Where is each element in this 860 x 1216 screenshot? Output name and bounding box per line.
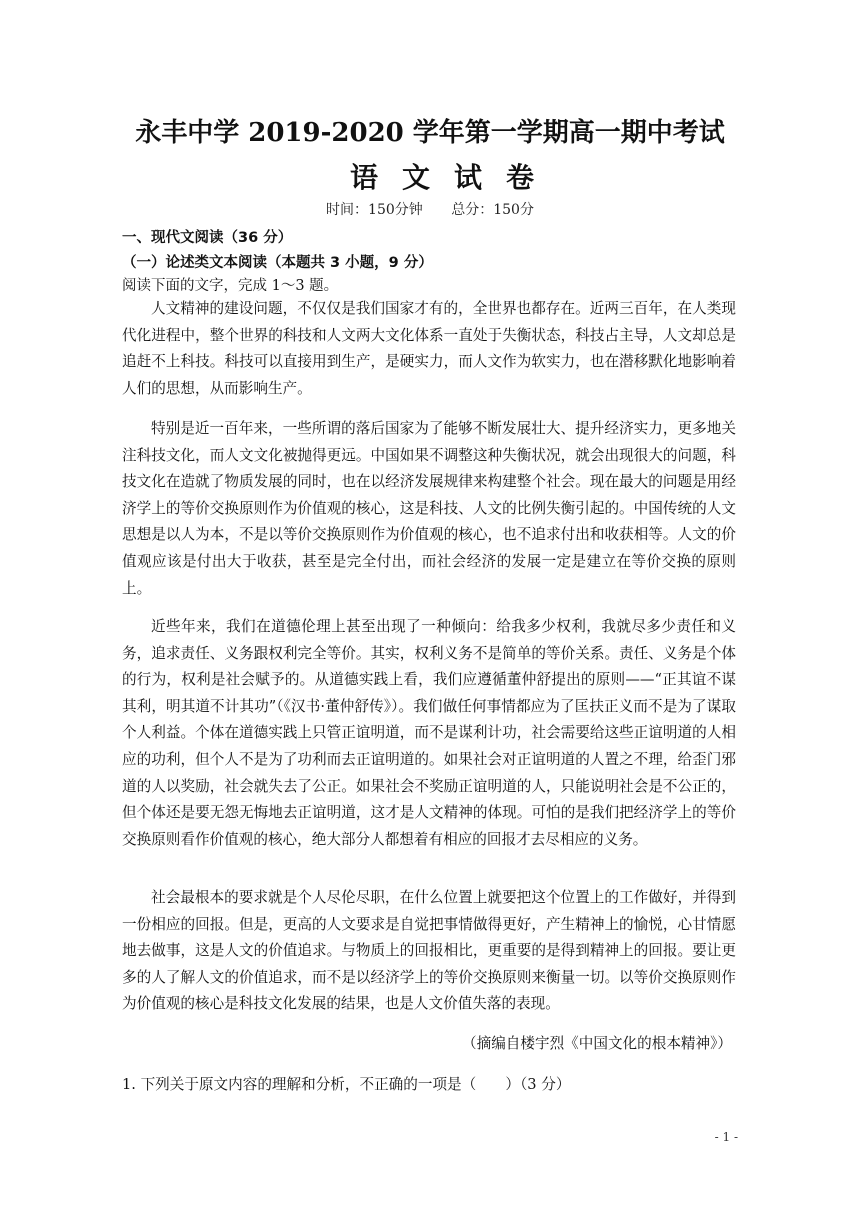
exam-total-score: 总分：150分 xyxy=(451,202,534,218)
exam-time: 时间：150分钟 xyxy=(326,202,423,218)
subsection-heading: （一）论述类文本阅读（本题共 3 小题，9 分） xyxy=(122,255,433,271)
passage-paragraph-4: 社会最根本的要求就是个人尽伦尽职，在什么位置上就要把这个位置上的工作做好，并得到一份相应的回报。但是，更高的人文要求是自觉把事情做得更好，产生精神上的愉悦，心甘情愿地去做事，这是人文的价值追求。与物质上的回报相比，更重要的是得到精神上的回报。要让更多的人了解人文的价值追求，而不是以经济学上的等价交换原则来衡量一切。以等价交换原则作为价值观的核心是科技文化发展的结果，也是人文价值失落的表现。 xyxy=(122,889,736,1013)
passage-paragraph-3: 近些年来，我们在道德伦理上甚至出现了一种倾向：给我多少权利，我就尽多少责任和义务，追求责任、义务跟权利完全等价。其实，权利义务不是简单的等价关系。责任、义务是个体的行为，权利是社会赋予的。从道德实践上看，我们应遵循董仲舒提出的原则——“正其谊不谋其利，明其道不计其功”（《汉书·董仲舒传》）。我们做任何事情都应为了匡扶正义而不是为了谋取个人利益。个体在道德实践上只管正谊明道，而不是谋利计功，社会需要给这些正谊明道的人相应的功利，但个人不是为了功利而去正谊明道的。如果社会对正谊明道的人置之不理，给歪门邪道的人以奖励，社会就失去了公正。如果社会不奖励正谊明道的人，只能说明社会是不公正的，但个体还是要无怨无悔地去正谊明道，这才是人文精神的体现。可怕的是我们把经济学上的等价交换原则看作价值观的核心，绝大部分人都想着有相应的回报才去尽相应的义务。 xyxy=(122,618,736,848)
exam-meta xyxy=(0,199,860,219)
passage-paragraph-2: 特别是近一百年来，一些所谓的落后国家为了能够不断发展壮大、提升经济实力，更多地关注科技文化，而人文文化被抛得更远。中国如果不调整这种失衡状况，就会出现很大的问题，科技文化在造就了物质发展的同时，也在以经济发展规律来构建整个社会。现在最大的问题是用经济学上的等价交换原则作为价值观的核心，这是科技、人文的比例失衡引起的。中国传统的人文思想是以人为本，不是以等价交换原则作为价值观的核心，也不追求付出和收获相等。人文的价值观应该是付出大于收获，甚至是完全付出，而社会经济的发展一定是建立在等价交换的原则上。 xyxy=(122,420,736,597)
exam-subtitle: 语文试卷 xyxy=(349,161,558,194)
passage-paragraph-1: 人文精神的建设问题，不仅仅是我们国家才有的，全世界也都存在。近两三百年，在人类现代化进程中，整个世界的科技和人文两大文化体系一直处于失衡状态，科技占主导，人文却总是追赶不上科技。科技可以直接用到生产，是硬实力，而人文作为软实力，也在潜移默化地影响着人们的思想，从而影响生产。 xyxy=(122,300,736,397)
section-heading: 一、现代文阅读（36 分） xyxy=(122,230,293,246)
question-1: 1. 下列关于原文内容的理解和分析，不正确的一项是（ ）（3 分） xyxy=(122,1076,571,1093)
page-number: - 1 - xyxy=(714,1130,738,1144)
passage-source: （摘编自楼宇烈《中国文化的根本精神》） xyxy=(462,1035,732,1052)
reading-instruction: 阅读下面的文字，完成 1～3 题。 xyxy=(122,278,339,294)
exam-title: 永丰中学 2019-2020 学年第一学期高一期中考试 xyxy=(135,118,725,148)
